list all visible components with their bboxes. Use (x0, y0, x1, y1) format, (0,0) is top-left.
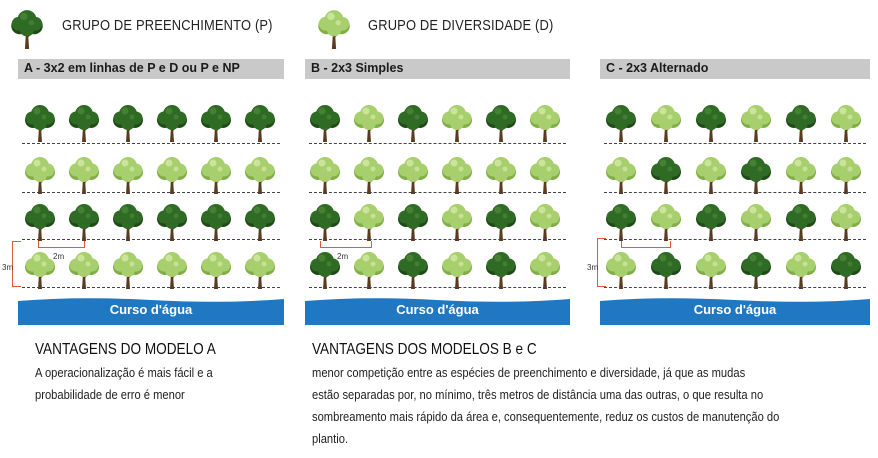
planting-row-line (22, 192, 280, 193)
diversity-tree-icon (783, 250, 819, 290)
diversity-tree-icon (483, 155, 519, 195)
diversity-tree-icon (439, 250, 475, 290)
diversity-tree-icon (693, 155, 729, 195)
diversity-tree-icon (648, 103, 684, 143)
fill-tree-icon (110, 103, 146, 143)
fill-tree-icon (738, 250, 774, 290)
fill-tree-icon (483, 103, 519, 143)
diversity-tree-icon (314, 8, 354, 50)
fill-tree-icon (648, 155, 684, 195)
fill-tree-icon (603, 103, 639, 143)
advantages-a-line: probabilidade de erro é menor (35, 387, 185, 402)
diversity-tree-icon (527, 103, 563, 143)
diversity-tree-icon (66, 250, 102, 290)
legend-fill-label: GRUPO DE PREENCHIMENTO (P) (62, 17, 273, 34)
diversity-tree-icon (527, 250, 563, 290)
diversity-tree-icon (110, 155, 146, 195)
fill-tree-icon (22, 202, 58, 242)
planting-row-line (22, 143, 280, 144)
fill-tree-icon (395, 103, 431, 143)
fill-tree-icon (693, 103, 729, 143)
fill-tree-icon (483, 250, 519, 290)
fill-tree-icon (22, 103, 58, 143)
diversity-tree-icon (351, 250, 387, 290)
fill-tree-icon (198, 202, 234, 242)
planting-row-line (604, 287, 866, 288)
advantages-bc-line: sombreamento mais rápido da área e, consequentemente, reduz os custos de manutenção do (312, 409, 780, 424)
panel-a-plant-spacing-bracket (38, 241, 85, 248)
diversity-tree-icon (527, 155, 563, 195)
fill-tree-icon (242, 202, 278, 242)
panel-a-title-bar (18, 59, 284, 79)
diversity-tree-icon (198, 250, 234, 290)
diversity-tree-icon (693, 250, 729, 290)
fill-tree-icon (395, 250, 431, 290)
planting-row-line (604, 143, 866, 144)
diversity-tree-icon (395, 155, 431, 195)
diversity-tree-icon (527, 202, 563, 242)
diversity-tree-icon (603, 250, 639, 290)
planting-row-line (309, 239, 566, 240)
panel-b-title: B - 2x3 Simples (311, 61, 404, 75)
diversity-tree-icon (351, 103, 387, 143)
fill-tree-icon (66, 202, 102, 242)
fill-tree-icon (828, 250, 864, 290)
diversity-tree-icon (439, 202, 475, 242)
fill-tree-icon (110, 202, 146, 242)
panel-b-title-bar (305, 59, 570, 79)
panel-b-plant-spacing-bracket (320, 241, 372, 248)
diversity-tree-icon (154, 155, 190, 195)
fill-tree-icon (198, 103, 234, 143)
panel-c-watercourse (600, 296, 870, 325)
panel-c-title-bar (600, 59, 870, 79)
fill-tree-icon (154, 202, 190, 242)
fill-tree-icon (307, 103, 343, 143)
diversity-tree-icon (198, 155, 234, 195)
diversity-tree-icon (828, 155, 864, 195)
panel-c-plant-spacing-bracket (621, 241, 671, 248)
panel-c-row-spacing-label: 3m (587, 263, 599, 272)
advantages-a-line: A operacionalização é mais fácil e a (35, 365, 213, 380)
diversity-tree-icon (828, 103, 864, 143)
planting-row-line (604, 239, 866, 240)
fill-tree-icon (395, 202, 431, 242)
fill-tree-icon (154, 103, 190, 143)
planting-row-line (309, 143, 566, 144)
diversity-tree-icon (439, 155, 475, 195)
diversity-tree-icon (110, 250, 146, 290)
planting-row-line (22, 239, 280, 240)
diversity-tree-icon (307, 155, 343, 195)
panel-b-watercourse-label: Curso d'água (396, 302, 479, 317)
advantages-bc-heading: VANTAGENS DOS MODELOS B e C (312, 341, 537, 358)
diversity-tree-icon (154, 250, 190, 290)
planting-row-line (22, 287, 280, 288)
diversity-tree-icon (738, 202, 774, 242)
fill-tree-icon (8, 8, 46, 50)
advantages-a-text (35, 362, 293, 406)
advantages-bc-line: menor competição entre as espécies de preenchimento e diversidade, já que as mudas (312, 365, 746, 380)
diversity-tree-icon (22, 155, 58, 195)
diversity-tree-icon (242, 250, 278, 290)
advantages-a-heading: VANTAGENS DO MODELO A (35, 341, 216, 358)
diversity-tree-icon (648, 202, 684, 242)
panel-b-watercourse (305, 296, 570, 325)
panel-c-row-spacing-bracket (597, 238, 606, 287)
diversity-tree-icon (828, 202, 864, 242)
diversity-tree-icon (242, 155, 278, 195)
panel-a-watercourse (18, 296, 284, 325)
panel-a-row-spacing-bracket (12, 241, 21, 287)
fill-tree-icon (242, 103, 278, 143)
fill-tree-icon (783, 103, 819, 143)
fill-tree-icon (66, 103, 102, 143)
diversity-tree-icon (783, 155, 819, 195)
planting-row-line (604, 192, 866, 193)
fill-tree-icon (483, 202, 519, 242)
planting-row-line (309, 287, 566, 288)
diversity-tree-icon (66, 155, 102, 195)
panel-b-plant-spacing-label: 2m (337, 252, 349, 261)
panel-a-title: A - 3x2 em linhas de P e D ou P e NP (24, 61, 240, 75)
fill-tree-icon (693, 202, 729, 242)
advantages-bc-line: estão separadas por, no mínimo, três metros de distância uma das outras, o que resulta no (312, 387, 764, 402)
diversity-tree-icon (351, 202, 387, 242)
panel-c-watercourse-label: Curso d'água (693, 302, 777, 317)
fill-tree-icon (738, 155, 774, 195)
fill-tree-icon (307, 202, 343, 242)
panel-c-title: C - 2x3 Alternado (606, 61, 709, 75)
advantages-bc-text (312, 362, 862, 450)
diversity-tree-icon (439, 103, 475, 143)
planting-row-line (309, 192, 566, 193)
diversity-tree-icon (603, 155, 639, 195)
advantages-bc-line: plantio. (312, 431, 349, 446)
panel-a-watercourse-label: Curso d'água (109, 302, 193, 317)
fill-tree-icon (603, 202, 639, 242)
panel-a-plant-spacing-label: 2m (53, 252, 65, 261)
fill-tree-icon (648, 250, 684, 290)
diversity-tree-icon (351, 155, 387, 195)
panel-a-row-spacing-label: 3m (2, 263, 14, 272)
diversity-tree-icon (738, 103, 774, 143)
legend-diversity-label: GRUPO DE DIVERSIDADE (D) (368, 17, 554, 34)
fill-tree-icon (783, 202, 819, 242)
